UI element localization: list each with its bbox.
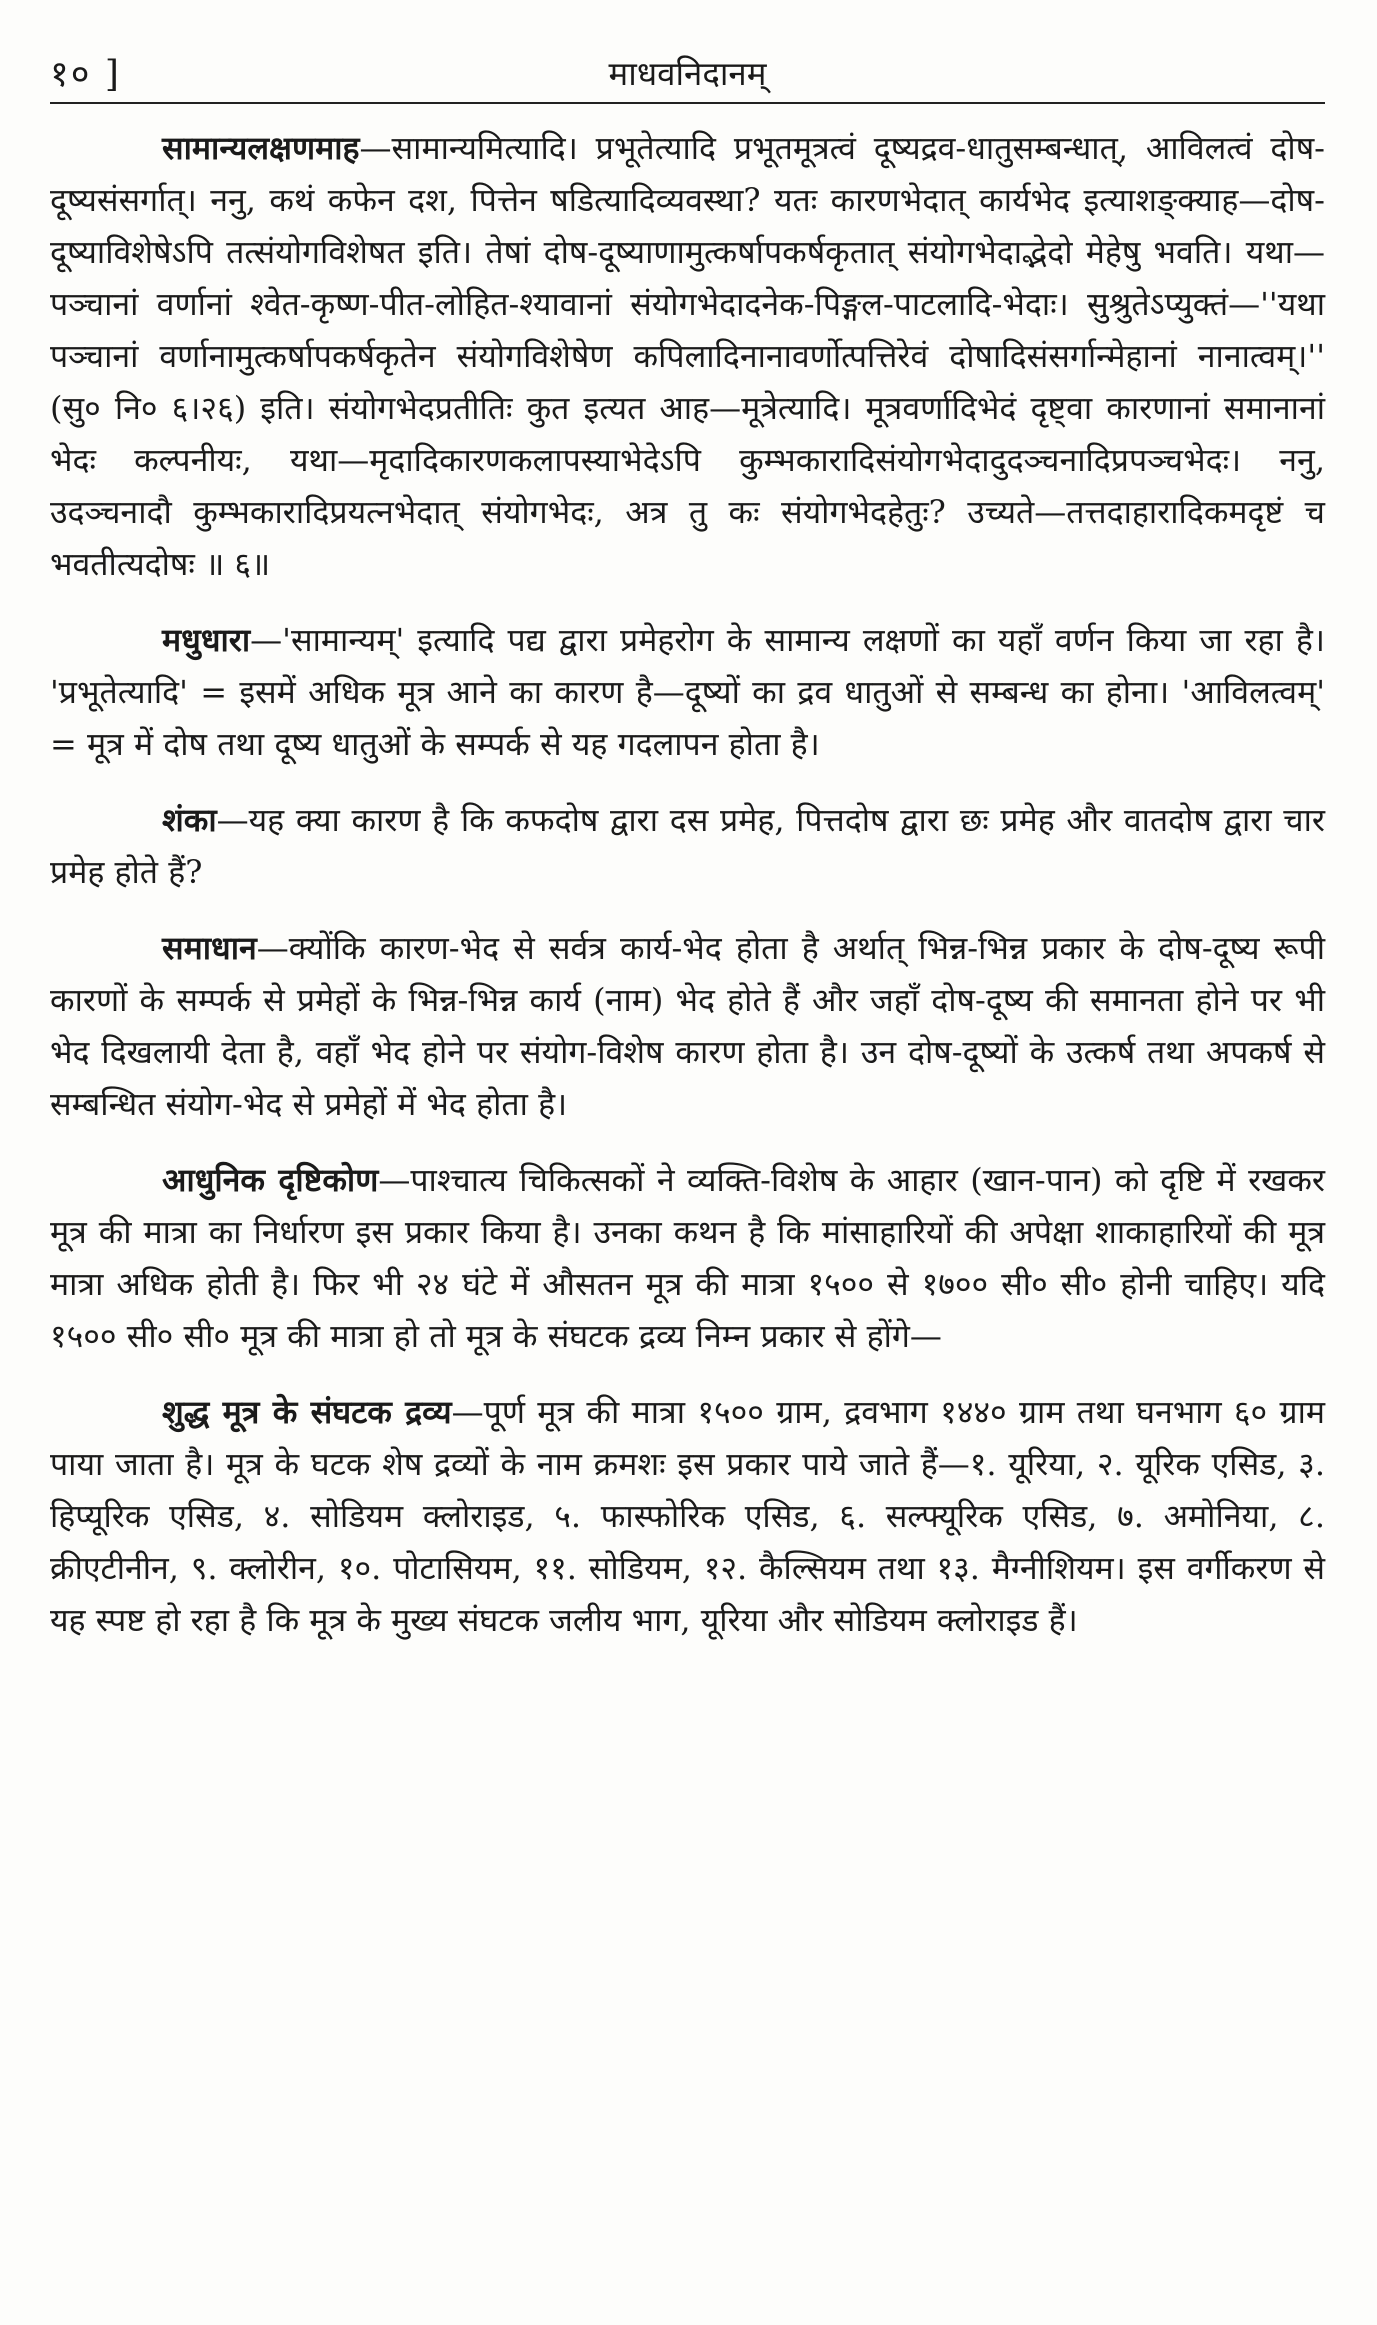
- paragraph-lead: शंका: [162, 801, 217, 839]
- page-content: [50, 122, 1325, 1670]
- paragraph-text: —सामान्यमित्यादि। प्रभूतेत्यादि प्रभूतमूत्रत्वं दूष्यद्रव-धातुसम्बन्धात्, आविलत्वं दोष-दूष्यसंसर्गात्। ननु, कथं कफेन दश, पित्तेन षडित्यादिव्यवस्था? यतः कारणभेदात् कार्यभेद इत्याशङ्क्याह—दोष-दूष्याविशेषेऽपि तत्संयोगविशेषत इति। तेषां दोष-दूष्याणामुत्कर्षापकर्षकृतात् संयोगभेदाद्भेदो मेहेषु भवति। यथा—पञ्चानां वर्णानां श्वेत-कृष्ण-पीत-लोहित-श्यावानां संयोगभेदादनेक-पिङ्गल-पाटलादि-भेदाः। सुश्रुतेऽप्युक्तं—''यथा पञ्चानां वर्णानामुत्कर्षापकर्षकृतेन संयोगविशेषेण कपिलादिनानावर्णोत्पत्तिरेवं दोषादिसंसर्गान्मेहानां नानात्वम्।'' (सु० नि० ६।२६) इति। संयोगभेदप्रतीतिः कुत इत्यत आह—मूत्रेत्यादि। मूत्रवर्णादिभेदं दृष्ट्वा कारणानां समानानां भेदः कल्पनीयः, यथा—मृदादिकारणकलापस्याभेदेऽपि कुम्भकारादिसंयोगभेदादुदञ्चनादिप्रपञ्चभेदः। ननु, उदञ्चनादौ कुम्भकारादिप्रयत्नभेदात् संयोगभेदः, अत्र तु कः संयोगभेदहेतुः? उच्यते—तत्तदाहारादिकमदृष्टं च भवतीत्यदोषः ॥ ६॥: [50, 129, 1325, 583]
- running-title: माधवनिदानम्: [608, 54, 767, 93]
- paragraph-modern-view: [50, 1154, 1325, 1362]
- paragraph-text: —पूर्ण मूत्र की मात्रा १५०० ग्राम, द्रवभाग १४४० ग्राम तथा घनभाग ६० ग्राम पाया जाता है। मूत्र के घटक शेष द्रव्यों के नाम क्रमशः इस प्रकार पाये जाते हैं—१. यूरिया, २. यूरिक एसिड, ३. हिप्यूरिक एसिड, ४. सोडियम क्लोराइड, ५. फास्फोरिक एसिड, ६. सल्फ्यूरिक एसिड, ७. अमोनिया, ८. क्रीएटीनीन, ९. क्लोरीन, १०. पोटासियम, ११. सोडियम, १२. कैल्सियम तथा १३. मैग्नीशियम। इस वर्गीकरण से यह स्पष्ट हो रहा है कि मूत्र के मुख्य संघटक जलीय भाग, यूरिया और सोडियम क्लोराइड हैं।: [50, 1393, 1326, 1639]
- paragraph-text: —'सामान्यम्' इत्यादि पद्य द्वारा प्रमेहरोग के सामान्य लक्षणों का यहाँ वर्णन किया जा रहा है। 'प्रभूतेत्यादि' = इसमें अधिक मूत्र आने का कारण है—दूष्यों का द्रव धातुओं से सम्बन्ध का होना। 'आविलत्वम्' = मूत्र में दोष तथा दूष्य धातुओं के सम्पर्क से यह गदलापन होता है।: [50, 621, 1325, 763]
- paragraph-shanka: [50, 794, 1325, 898]
- book-page: [50, 40, 1325, 2290]
- paragraph-sanskrit-commentary: [50, 122, 1325, 590]
- paragraph-lead: सामान्यलक्षणमाह: [162, 129, 360, 167]
- paragraph-text: —क्योंकि कारण-भेद से सर्वत्र कार्य-भेद होता है अर्थात् भिन्न-भिन्न प्रकार के दोष-दूष्य रूपी कारणों के सम्पर्क से प्रमेहों के भिन्न-भिन्न कार्य (नाम) भेद होते हैं और जहाँ दोष-दूष्य की समानता होने पर भी भेद दिखलायी देता है, वहाँ भेद होने पर संयोग-विशेष कारण होता है। उन दोष-दूष्यों के उत्कर्ष तथा अपकर्ष से सम्बन्धित संयोग-भेद से प्रमेहों में भेद होता है।: [50, 929, 1325, 1123]
- paragraph-text: —यह क्या कारण है कि कफदोष द्वारा दस प्रमेह, पित्तदोष द्वारा छः प्रमेह और वातदोष द्वारा चार प्रमेह होते हैं?: [50, 801, 1325, 891]
- paragraph-lead: समाधान: [162, 929, 257, 967]
- paragraph-text: —पाश्चात्य चिकित्सकों ने व्यक्ति-विशेष के आहार (खान-पान) को दृष्टि में रखकर मूत्र की मात्रा का निर्धारण इस प्रकार किया है। उनका कथन है कि मांसाहारियों की अपेक्षा शाकाहारियों की मूत्र मात्रा अधिक होती है। फिर भी २४ घंटे में औसतन मूत्र की मात्रा १५०० से १७०० सी० सी० होनी चाहिए। यदि १५०० सी० सी० मूत्र की मात्रा हो तो मूत्र के संघटक द्रव्य निम्न प्रकार से होंगे—: [50, 1161, 1325, 1355]
- paragraph-madhudhara: [50, 614, 1325, 770]
- paragraph-lead: शुद्ध मूत्र के संघटक द्रव्य: [162, 1393, 452, 1431]
- paragraph-samadhan: [50, 922, 1325, 1130]
- page-header: [50, 40, 1325, 104]
- paragraph-urine-constituents: [50, 1386, 1325, 1646]
- page-number: १० ]: [50, 54, 121, 95]
- paragraph-lead: मधुधारा: [162, 621, 251, 659]
- paragraph-lead: आधुनिक दृष्टिकोण: [162, 1161, 379, 1199]
